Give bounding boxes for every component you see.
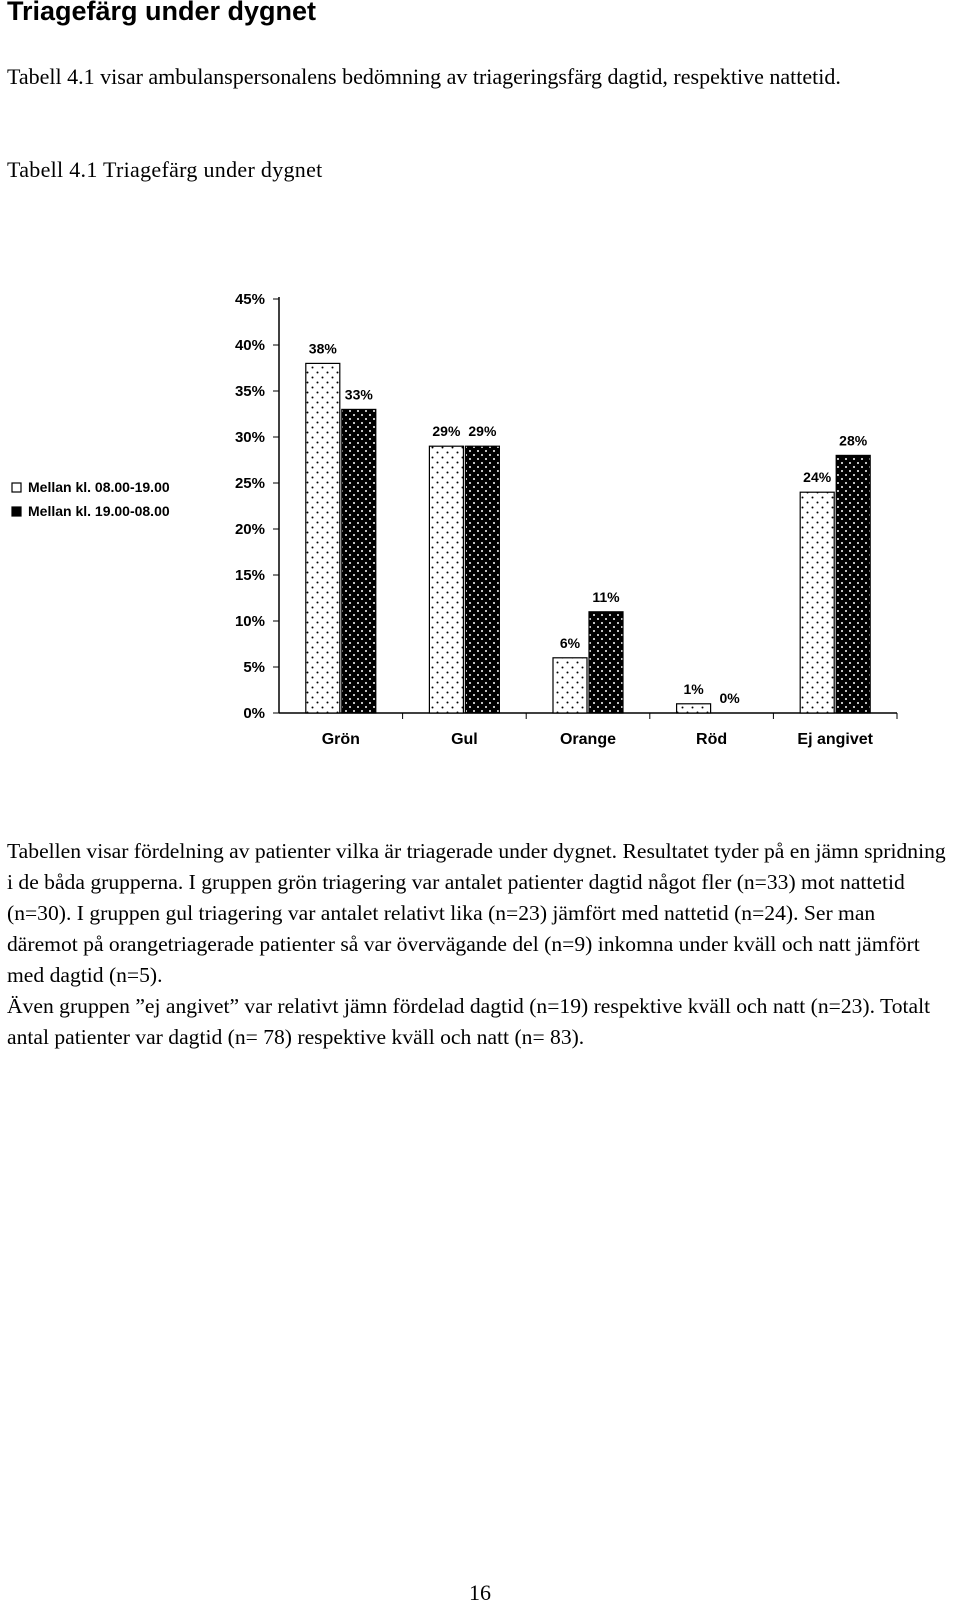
data-label: 29% xyxy=(468,423,497,440)
body-paragraph-1: Tabellen visar fördelning av patienter vilka är triagerade under dygnet. Resultatet tyder på en jämn spridning i de båda grupperna. I gruppen grön triagering var antalet patienter dagtid något fler (n=33) mot nattetid (n=30). I gruppen gul triagering var antalet relativt lika (n=23) jämfört med nattetid (n=24). Ser man däremot på orangetriagerade patienter så var övervägande del (n=9) inkomna under kväll och natt jämfört med dagtid (n=5). xyxy=(7,839,946,987)
legend-swatch xyxy=(12,483,21,492)
y-tick-label: 10% xyxy=(234,613,265,630)
triage-bar-chart xyxy=(0,285,960,760)
x-tick-label: Ej angivet xyxy=(797,731,873,748)
bar xyxy=(836,455,870,713)
y-tick-label: 35% xyxy=(234,383,265,400)
x-tick-label: Orange xyxy=(559,731,617,748)
bar xyxy=(465,446,499,713)
page-number: 16 xyxy=(469,1580,491,1605)
y-tick-label: 30% xyxy=(234,429,265,446)
y-tick-label: 0% xyxy=(243,705,265,722)
bar xyxy=(306,363,340,713)
legend-label: Mellan kl. 08.00-19.00 xyxy=(28,479,170,495)
data-label: 24% xyxy=(803,469,832,486)
x-tick-label: Röd xyxy=(696,731,728,748)
data-label: 28% xyxy=(839,432,868,449)
section-heading: Triagefärg under dygnet xyxy=(7,0,317,26)
y-tick-label: 25% xyxy=(234,475,265,492)
bar xyxy=(342,409,376,713)
bar xyxy=(589,612,623,713)
body-paragraph-2: Även gruppen ”ej angivet” var relativt jämn fördelad dagtid (n=19) respektive kväll och natt (n=23). Totalt antal patienter var dagtid (n= 78) respektive kväll och natt (n= 83). xyxy=(7,994,931,1049)
bar xyxy=(800,492,834,713)
x-tick-label: Grön xyxy=(321,731,360,748)
data-label: 0% xyxy=(719,690,740,706)
data-label: 33% xyxy=(344,386,373,403)
y-tick-label: 5% xyxy=(243,659,265,676)
data-label: 11% xyxy=(592,588,620,605)
data-label: 29% xyxy=(432,423,461,440)
bar xyxy=(553,658,587,713)
y-tick-label: 20% xyxy=(234,521,265,538)
y-tick-label: 15% xyxy=(234,567,265,584)
y-tick-label: 40% xyxy=(234,337,265,354)
bar xyxy=(677,704,711,713)
legend-label: Mellan kl. 19.00-08.00 xyxy=(28,503,170,519)
y-tick-label: 45% xyxy=(234,291,265,308)
intro-paragraph: Tabell 4.1 visar ambulanspersonalens bedömning av triageringsfärg dagtid, respektive nattetid. xyxy=(7,64,841,89)
body-text xyxy=(7,836,947,1053)
table-caption: Tabell 4.1 Triagefärg under dygnet xyxy=(7,157,323,182)
data-label: 6% xyxy=(559,634,581,651)
bar xyxy=(429,446,463,713)
data-label: 38% xyxy=(308,340,337,357)
legend-swatch xyxy=(12,507,21,516)
data-label: 1% xyxy=(683,680,704,697)
x-tick-label: Gul xyxy=(451,731,478,748)
chart-plot xyxy=(12,291,897,748)
